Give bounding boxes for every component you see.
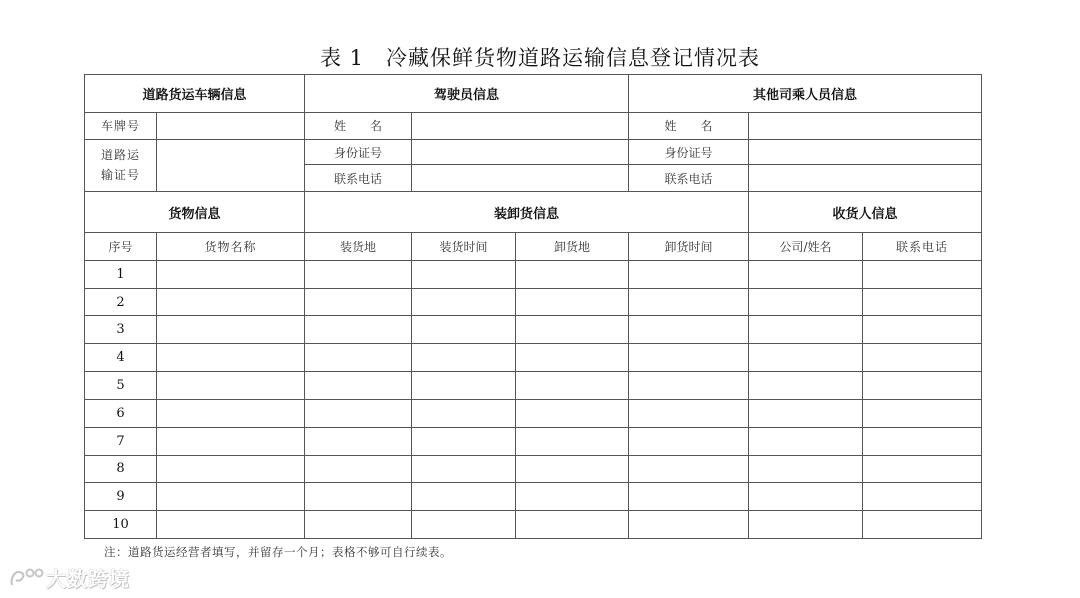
table-cell[interactable]	[863, 344, 982, 372]
column-header: 卸货时间	[629, 233, 749, 260]
table-cell[interactable]	[412, 316, 516, 344]
table-cell[interactable]	[863, 427, 982, 455]
table-cell[interactable]	[629, 372, 749, 400]
cell-driver-phone-value[interactable]	[412, 165, 629, 191]
label-driver-name: 姓 名	[305, 112, 412, 139]
section-driver-info: 驾驶员信息	[305, 75, 629, 113]
table-cell[interactable]	[749, 260, 863, 288]
watermark	[8, 564, 130, 590]
label-driver-phone: 联系电话	[305, 165, 412, 191]
table-row	[85, 260, 982, 288]
table-cell[interactable]	[305, 483, 412, 511]
table-cell[interactable]	[157, 455, 305, 483]
row-number: 3	[85, 316, 157, 344]
row-number: 1	[85, 260, 157, 288]
table-cell[interactable]	[749, 483, 863, 511]
table-cell[interactable]	[863, 260, 982, 288]
cell-crew-id-value[interactable]	[749, 139, 982, 164]
table-cell[interactable]	[516, 483, 629, 511]
table-cell[interactable]	[412, 455, 516, 483]
table-cell[interactable]	[305, 288, 412, 316]
row-number: 7	[85, 427, 157, 455]
watermark-text: 大数跨境	[46, 566, 130, 591]
table-cell[interactable]	[157, 344, 305, 372]
table-cell[interactable]	[157, 399, 305, 427]
table-cell[interactable]	[629, 427, 749, 455]
table-cell[interactable]	[412, 399, 516, 427]
table-cell[interactable]	[305, 455, 412, 483]
data-rows	[85, 260, 982, 538]
table-cell[interactable]	[749, 372, 863, 400]
table-cell[interactable]	[749, 316, 863, 344]
table-cell[interactable]	[629, 260, 749, 288]
table-cell[interactable]	[157, 427, 305, 455]
table-cell[interactable]	[749, 427, 863, 455]
table-cell[interactable]	[629, 316, 749, 344]
table-cell[interactable]	[305, 427, 412, 455]
table-cell[interactable]	[629, 483, 749, 511]
section-consignee-info: 收货人信息	[749, 191, 982, 233]
table-row	[85, 455, 982, 483]
table-cell[interactable]	[863, 399, 982, 427]
cell-crew-name-value[interactable]	[749, 112, 982, 139]
table-cell[interactable]	[412, 427, 516, 455]
footnote: 注：道路货运经营者填写，并留存一个月；表格不够可自行续表。	[104, 545, 452, 559]
column-header: 序号	[85, 233, 157, 260]
table-cell[interactable]	[516, 399, 629, 427]
label-crew-name: 姓 名	[629, 112, 749, 139]
row-number: 5	[85, 372, 157, 400]
table-cell[interactable]	[863, 483, 982, 511]
table-cell[interactable]	[863, 316, 982, 344]
section-other-crew-info: 其他司乘人员信息	[629, 75, 982, 113]
table-cell[interactable]	[516, 372, 629, 400]
table-cell[interactable]	[305, 316, 412, 344]
table-cell[interactable]	[516, 455, 629, 483]
cell-driver-id-value[interactable]	[412, 139, 629, 164]
table-cell[interactable]	[863, 455, 982, 483]
cell-plate-number-value[interactable]	[157, 112, 305, 139]
table-cell[interactable]	[629, 344, 749, 372]
table-row	[85, 399, 982, 427]
registration-table	[84, 74, 982, 539]
cell-driver-name-value[interactable]	[412, 112, 629, 139]
table-cell[interactable]	[305, 344, 412, 372]
table-cell[interactable]	[412, 511, 516, 539]
table-cell[interactable]	[516, 316, 629, 344]
table-cell[interactable]	[412, 483, 516, 511]
table-row	[85, 288, 982, 316]
label-transport-permit	[85, 139, 157, 191]
column-header: 装货地	[305, 233, 412, 260]
table-title: 表 1 冷藏保鲜货物道路运输信息登记情况表	[319, 46, 761, 70]
table-cell[interactable]	[516, 288, 629, 316]
section-cargo-info: 货物信息	[85, 191, 305, 233]
table-cell[interactable]	[516, 427, 629, 455]
row-number: 9	[85, 483, 157, 511]
table-cell[interactable]	[412, 344, 516, 372]
table-cell[interactable]	[749, 288, 863, 316]
column-header: 联系电话	[863, 233, 982, 260]
row-number: 8	[85, 455, 157, 483]
table-cell[interactable]	[749, 455, 863, 483]
table-cell[interactable]	[157, 288, 305, 316]
table-cell[interactable]	[516, 260, 629, 288]
table-cell[interactable]	[157, 316, 305, 344]
column-header: 卸货地	[516, 233, 629, 260]
table-cell[interactable]	[629, 399, 749, 427]
table-row	[85, 427, 982, 455]
table-cell[interactable]	[749, 511, 863, 539]
section-loading-info: 装卸货信息	[305, 191, 749, 233]
cell-transport-permit-value[interactable]	[157, 139, 305, 191]
row-number: 4	[85, 344, 157, 372]
table-row	[85, 483, 982, 511]
label-transport-permit-text: 道路运输证号	[100, 148, 140, 183]
row-number: 10	[85, 511, 157, 539]
watermark-logo-icon	[8, 565, 44, 589]
label-crew-id: 身份证号	[629, 139, 749, 164]
table-cell[interactable]	[412, 372, 516, 400]
column-header: 货物名称	[157, 233, 305, 260]
table-cell[interactable]	[157, 372, 305, 400]
table-cell[interactable]	[412, 260, 516, 288]
table-cell[interactable]	[629, 511, 749, 539]
row-number: 2	[85, 288, 157, 316]
table-cell[interactable]	[629, 288, 749, 316]
table-cell[interactable]	[305, 511, 412, 539]
table-cell[interactable]	[863, 372, 982, 400]
table-cell[interactable]	[863, 511, 982, 539]
table-row	[85, 511, 982, 539]
table-cell[interactable]	[157, 483, 305, 511]
row-number: 6	[85, 399, 157, 427]
table-cell[interactable]	[749, 344, 863, 372]
label-plate-number: 车牌号	[85, 112, 157, 139]
section-vehicle-info: 道路货运车辆信息	[85, 75, 305, 113]
label-crew-phone: 联系电话	[629, 165, 749, 191]
cell-crew-phone-value[interactable]	[749, 165, 982, 191]
table-cell[interactable]	[412, 288, 516, 316]
table-cell[interactable]	[629, 455, 749, 483]
table-cell[interactable]	[157, 511, 305, 539]
label-driver-id: 身份证号	[305, 139, 412, 164]
table-cell[interactable]	[749, 399, 863, 427]
table-cell[interactable]	[305, 399, 412, 427]
table-cell[interactable]	[305, 260, 412, 288]
table-row	[85, 372, 982, 400]
table-cell[interactable]	[516, 511, 629, 539]
column-header: 公司/姓名	[749, 233, 863, 260]
column-header: 装货时间	[412, 233, 516, 260]
table-cell[interactable]	[305, 372, 412, 400]
table-cell[interactable]	[516, 344, 629, 372]
table-row	[85, 344, 982, 372]
table-row	[85, 316, 982, 344]
table-cell[interactable]	[863, 288, 982, 316]
table-cell[interactable]	[157, 260, 305, 288]
